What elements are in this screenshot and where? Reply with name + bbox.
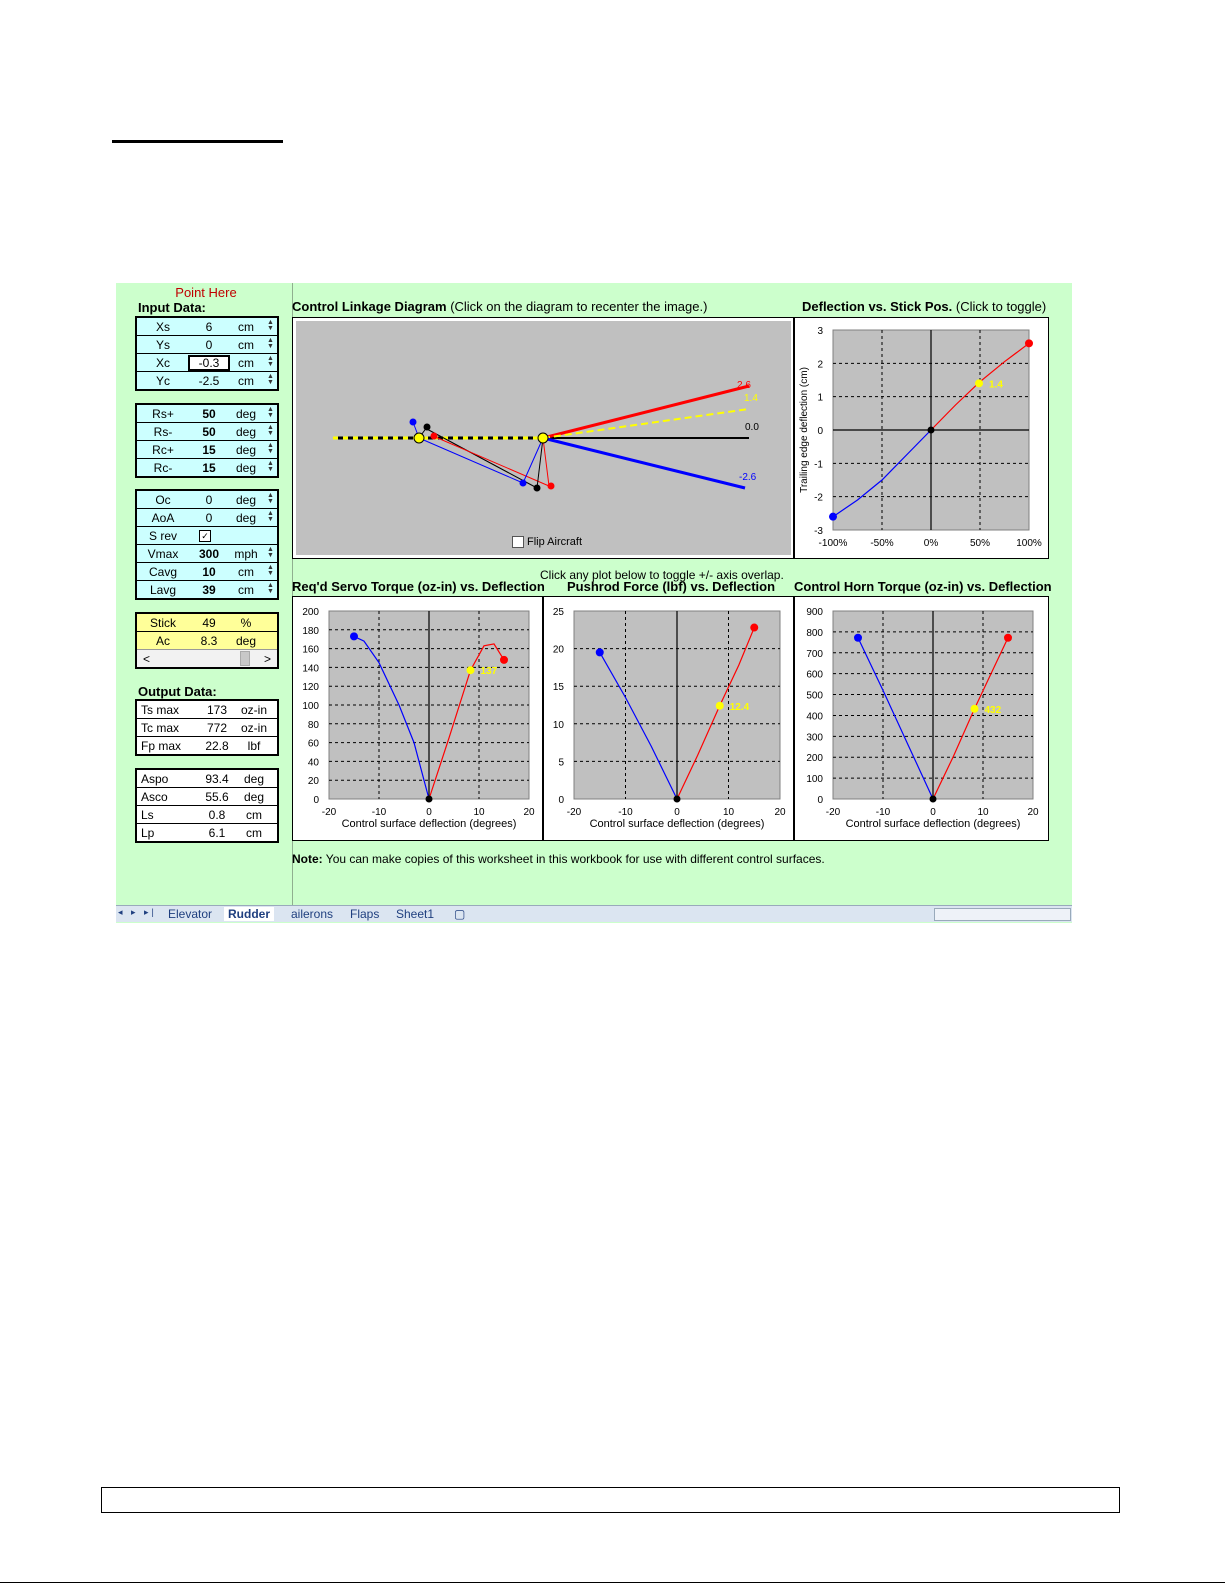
x-tick-label: 10 <box>722 807 735 818</box>
horn-chart-panel[interactable] <box>794 596 1049 841</box>
field-name: Ts max <box>141 702 180 717</box>
spin-button-icon[interactable]: ▲ ▼ <box>267 460 274 473</box>
y-tick-label: 800 <box>806 627 823 639</box>
field-value[interactable]: 50 <box>202 406 216 421</box>
horn-end-red <box>548 483 555 490</box>
x-tick-label: 20 <box>774 807 786 818</box>
y-tick-label: 40 <box>307 757 319 769</box>
field-unit: deg <box>235 424 257 439</box>
point-negative-end <box>854 634 862 642</box>
field-unit: mph <box>234 546 258 561</box>
field-row <box>137 770 277 788</box>
spin-button-icon[interactable]: ▲ ▼ <box>267 492 274 505</box>
y-tick-label: 200 <box>806 753 823 765</box>
field-unit: deg <box>235 492 257 507</box>
point-origin <box>928 427 935 434</box>
x-tick-label: 50% <box>969 538 991 549</box>
field-unit: cm <box>238 355 254 370</box>
horizontal-scrollbar[interactable] <box>934 908 1071 921</box>
y-tick-label: 160 <box>302 644 319 656</box>
x-tick-label: 0 <box>426 807 432 818</box>
spin-button-icon[interactable]: ▲ ▼ <box>267 337 274 350</box>
y-tick-label: 100 <box>302 701 319 712</box>
x-tick-label: -50% <box>870 538 894 549</box>
deflection-chart[interactable] <box>795 318 1048 558</box>
worksheet[interactable] <box>116 283 1072 923</box>
y-tick-label: 900 <box>806 607 823 618</box>
deflection-chart-title: Deflection vs. Stick Pos. (Click to toggle) <box>802 299 1047 314</box>
field-name: S rev <box>148 528 177 543</box>
field-name: Oc <box>155 492 171 507</box>
field-unit: lbf <box>247 738 261 753</box>
point-origin <box>426 796 433 803</box>
field-row <box>137 806 277 824</box>
field-unit: deg <box>235 406 257 421</box>
field-value: 173 <box>206 702 228 717</box>
servo-reverse-checkbox[interactable]: ✓ <box>199 530 211 542</box>
tab-ailerons[interactable]: ailerons <box>291 907 334 921</box>
deflection-chart-panel[interactable] <box>794 317 1049 559</box>
field-name: Rs+ <box>152 406 174 421</box>
field-unit: deg <box>235 442 257 457</box>
field-row <box>137 491 277 509</box>
x-tick-label: -10 <box>371 807 387 818</box>
field-value: 8.3 <box>200 633 218 648</box>
field-unit: % <box>240 615 252 630</box>
field-unit: cm <box>238 319 254 334</box>
surface-down <box>543 438 745 488</box>
servo-pivot[interactable] <box>414 433 424 443</box>
x-tick-label: -20 <box>321 807 337 818</box>
point-current <box>467 666 475 674</box>
linkage-diagram[interactable] <box>293 318 793 558</box>
field-name: Fp max <box>141 738 182 753</box>
y-tick-label: -3 <box>814 526 823 537</box>
field-row <box>137 527 277 545</box>
x-tick-label: 20 <box>1027 807 1039 818</box>
y-tick-label: 80 <box>307 719 319 731</box>
pushrod-blue <box>419 438 523 483</box>
point-current <box>716 702 724 710</box>
field-unit: deg <box>235 633 257 648</box>
spin-button-icon[interactable]: ▲ ▼ <box>267 442 274 455</box>
field-value: 772 <box>206 720 228 735</box>
field-value: 0.8 <box>208 807 226 822</box>
current-value-label: 137 <box>480 666 498 678</box>
y-tick-label: 2 <box>817 359 823 371</box>
current-value-label: 1.4 <box>989 379 1003 391</box>
x-tick-label: -100% <box>818 538 848 549</box>
field-row <box>137 354 277 372</box>
field-row <box>137 737 277 754</box>
field-unit: cm <box>238 337 254 352</box>
linkage-diagram-panel[interactable] <box>292 317 794 559</box>
linkage-diagram-title: Control Linkage Diagram (Click on the diagram to recenter the image.) <box>292 299 708 314</box>
field-name: Vmax <box>147 546 179 561</box>
y-tick-label: 60 <box>307 738 319 750</box>
point-positive-end <box>1004 634 1012 642</box>
field-row <box>137 336 277 354</box>
field-row <box>137 632 277 649</box>
flip-aircraft-label: Flip Aircraft <box>527 536 583 548</box>
scroll-right-arrow[interactable]: > <box>263 651 271 666</box>
x-tick-label: -20 <box>566 807 582 818</box>
field-name: Lp <box>141 825 155 840</box>
field-unit: cm <box>238 564 254 579</box>
field-name: Ls <box>141 807 154 822</box>
y-tick-label: 400 <box>806 711 823 723</box>
output-group-torque <box>135 699 279 756</box>
y-tick-label: 120 <box>302 682 319 694</box>
spin-button-icon[interactable]: ▲ ▼ <box>267 564 274 577</box>
point-negative-end <box>829 513 837 521</box>
label-down: -2.6 <box>739 472 757 483</box>
servo-arm-end-red <box>431 433 438 440</box>
field-name: Aspo <box>141 771 169 786</box>
x-tick-label: -20 <box>825 807 841 818</box>
y-tick-label: 600 <box>806 669 823 681</box>
spin-button-icon[interactable]: ▲ ▼ <box>267 510 274 523</box>
new-sheet-icon[interactable]: ▢ <box>454 907 466 921</box>
field-row <box>137 824 277 841</box>
field-name: Xc <box>155 355 170 370</box>
servo-arm-end-blue <box>410 419 417 426</box>
field-value[interactable]: -0.3 <box>189 356 229 370</box>
field-row <box>137 788 277 806</box>
field-name: Stick <box>149 615 176 630</box>
y-tick-label: -2 <box>814 492 823 504</box>
x-tick-label: 100% <box>1016 538 1042 549</box>
field-value[interactable]: 0 <box>205 492 213 507</box>
y-axis-label: Trailing edge deflection (cm) <box>799 367 810 493</box>
spin-button-icon[interactable]: ▲ ▼ <box>267 373 274 386</box>
field-name: Ys <box>155 337 170 352</box>
spin-button-icon[interactable]: ▲ ▼ <box>267 355 274 368</box>
y-tick-label: 20 <box>307 776 319 788</box>
servo-chart-title: Req'd Servo Torque (oz-in) vs. Deflection <box>292 579 545 594</box>
field-unit: cm <box>238 373 254 388</box>
sheet-tab-bar <box>116 905 1072 922</box>
y-tick-label: 500 <box>806 690 823 702</box>
label-current: 1.4 <box>744 393 758 404</box>
field-unit: deg <box>235 510 257 525</box>
scroll-thumb[interactable] <box>240 651 250 666</box>
x-tick-label: 0 <box>930 807 936 818</box>
field-value[interactable]: 300 <box>198 546 220 561</box>
field-row <box>137 614 277 632</box>
y-tick-label: 0 <box>817 426 823 437</box>
y-tick-label: 10 <box>552 719 564 731</box>
horn-end-black <box>534 485 541 492</box>
label-neutral: 0.0 <box>745 422 759 433</box>
stick-scrollbar[interactable] <box>137 649 277 667</box>
x-tick-label: 10 <box>977 807 989 818</box>
y-tick-label: 1 <box>817 392 823 404</box>
field-value[interactable]: 15 <box>202 460 216 475</box>
x-tick-label: 10 <box>473 807 485 818</box>
top-rule <box>112 140 283 143</box>
x-tick-label: -10 <box>618 807 633 818</box>
point-current <box>975 379 983 387</box>
field-row <box>137 459 277 476</box>
x-axis-label: Control surface deflection (degrees) <box>845 818 1021 830</box>
field-row <box>137 563 277 581</box>
field-row <box>137 441 277 459</box>
point-negative-end <box>350 632 358 640</box>
flip-aircraft-checkbox[interactable] <box>512 536 582 548</box>
field-name: Rc- <box>153 460 173 475</box>
y-tick-label: 0 <box>817 795 823 806</box>
horn-end-blue <box>520 480 527 487</box>
field-row <box>137 423 277 441</box>
y-tick-label: 5 <box>558 757 564 769</box>
y-tick-label: 15 <box>552 682 564 694</box>
spin-button-icon[interactable]: ▲ ▼ <box>267 424 274 437</box>
field-unit: deg <box>243 789 265 804</box>
output-data-title: Output Data: <box>138 684 217 699</box>
y-tick-label: 180 <box>302 625 319 637</box>
x-tick-label: 0% <box>923 538 939 549</box>
spin-button-icon[interactable]: ▲ ▼ <box>267 546 274 559</box>
point-origin <box>930 796 937 803</box>
pushrod-chart-title: Pushrod Force (lbf) vs. Deflection <box>567 579 776 594</box>
y-tick-label: 300 <box>806 732 823 744</box>
pushrod-force-chart[interactable] <box>544 597 793 840</box>
field-value: 55.6 <box>205 789 229 804</box>
y-tick-label: 140 <box>302 663 319 675</box>
x-axis-label: Control surface deflection (degrees) <box>589 818 765 830</box>
field-unit: oz-in <box>240 702 267 717</box>
field-name: Tc max <box>141 720 180 735</box>
y-tick-label: 200 <box>302 607 319 618</box>
x-tick-label: 20 <box>523 807 535 818</box>
pushrod-red <box>433 436 549 486</box>
stick-group <box>135 612 279 669</box>
y-tick-label: 3 <box>817 326 823 337</box>
x-axis-label: Control surface deflection (degrees) <box>341 818 517 830</box>
field-name: Lavg <box>149 582 177 597</box>
y-tick-label: 0 <box>313 795 319 806</box>
field-unit: deg <box>235 460 257 475</box>
y-tick-label: 0 <box>558 795 564 806</box>
spin-button-icon[interactable]: ▲ ▼ <box>267 406 274 419</box>
hinge-pivot[interactable] <box>538 433 548 443</box>
point-origin <box>674 796 681 803</box>
horn-chart-title: Control Horn Torque (oz-in) vs. Deflection <box>794 579 1052 594</box>
field-value[interactable]: 15 <box>202 442 216 457</box>
field-name: Rs- <box>153 424 173 439</box>
spin-button-icon[interactable]: ▲ ▼ <box>267 582 274 595</box>
field-value: 49 <box>202 615 216 630</box>
field-row <box>137 719 277 737</box>
field-row <box>137 545 277 563</box>
field-unit: oz-in <box>240 720 267 735</box>
y-tick-label: 20 <box>552 644 564 656</box>
field-unit: deg <box>243 771 265 786</box>
spin-button-icon[interactable]: ▲ ▼ <box>267 319 274 332</box>
x-tick-label: 0 <box>674 807 680 818</box>
y-tick-label: 100 <box>806 774 823 786</box>
field-value[interactable]: 0 <box>205 510 213 525</box>
field-value: 93.4 <box>205 771 229 786</box>
field-name: Yc <box>155 373 170 388</box>
field-value: 22.8 <box>205 738 229 753</box>
input-group-flight <box>135 489 279 600</box>
pushrod-chart-panel[interactable] <box>543 596 794 841</box>
field-name: Cavg <box>148 564 177 579</box>
horn-red <box>543 438 549 486</box>
tab-sheet1[interactable]: Sheet1 <box>396 907 435 921</box>
footer-box <box>101 1487 1120 1513</box>
field-name: Rc+ <box>152 442 174 457</box>
field-value[interactable]: -2.5 <box>198 373 220 388</box>
field-value[interactable]: 50 <box>202 424 216 439</box>
current-value-label: 432 <box>984 704 1002 716</box>
point-here-label: Point Here <box>175 285 237 300</box>
field-value[interactable]: 39 <box>202 582 216 597</box>
servo-chart-panel[interactable] <box>292 596 543 841</box>
field-row <box>137 581 277 598</box>
tab-nav-arrows[interactable]: ◂ ▸ ▸| <box>118 907 157 917</box>
y-tick-label: 700 <box>806 648 823 660</box>
label-up: 2.6 <box>737 380 751 391</box>
servo-arm-end-black <box>424 424 431 431</box>
y-tick-label: 25 <box>552 607 564 618</box>
tab-flaps[interactable]: Flaps <box>350 907 380 921</box>
field-row <box>137 509 277 527</box>
surface-up <box>543 386 749 438</box>
field-row <box>137 318 277 336</box>
y-tick-label: -1 <box>814 459 823 471</box>
input-data-title: Input Data: <box>138 300 206 315</box>
point-positive-end <box>500 656 508 664</box>
field-value[interactable]: 10 <box>202 564 216 579</box>
click-any-hint: Click any plot below to toggle +/- axis overlap. <box>540 568 784 582</box>
current-value-label: 12.4 <box>729 701 750 713</box>
tab-elevator[interactable]: Elevator <box>168 907 213 921</box>
worksheet-note: Note: You can make copies of this worksheet in this workbook for use with different control surfaces. <box>292 852 825 866</box>
field-value: 6.1 <box>208 825 226 840</box>
point-positive-end <box>750 624 758 632</box>
field-row <box>137 405 277 423</box>
field-name: Ac <box>155 633 170 648</box>
horn-torque-chart[interactable] <box>795 597 1048 840</box>
point-negative-end <box>596 648 604 656</box>
field-unit: cm <box>246 807 262 822</box>
servo-torque-chart[interactable] <box>293 597 542 840</box>
bottom-rule <box>0 1582 1225 1583</box>
field-value[interactable]: 0 <box>205 337 213 352</box>
tab-rudder[interactable]: Rudder <box>224 907 274 921</box>
field-row <box>137 701 277 719</box>
scroll-left-arrow[interactable]: < <box>143 651 151 666</box>
x-tick-label: -10 <box>875 807 891 818</box>
field-name: Asco <box>141 789 168 804</box>
field-unit: cm <box>246 825 262 840</box>
input-group-rates <box>135 403 279 478</box>
field-name: Xs <box>155 319 170 334</box>
point-positive-end <box>1025 339 1033 347</box>
field-value[interactable]: 6 <box>205 319 213 334</box>
point-current <box>971 705 979 713</box>
field-name: AoA <box>151 510 175 525</box>
field-row <box>137 372 277 389</box>
field-unit: cm <box>238 582 254 597</box>
output-group-angles <box>135 768 279 843</box>
input-group-position <box>135 316 279 391</box>
